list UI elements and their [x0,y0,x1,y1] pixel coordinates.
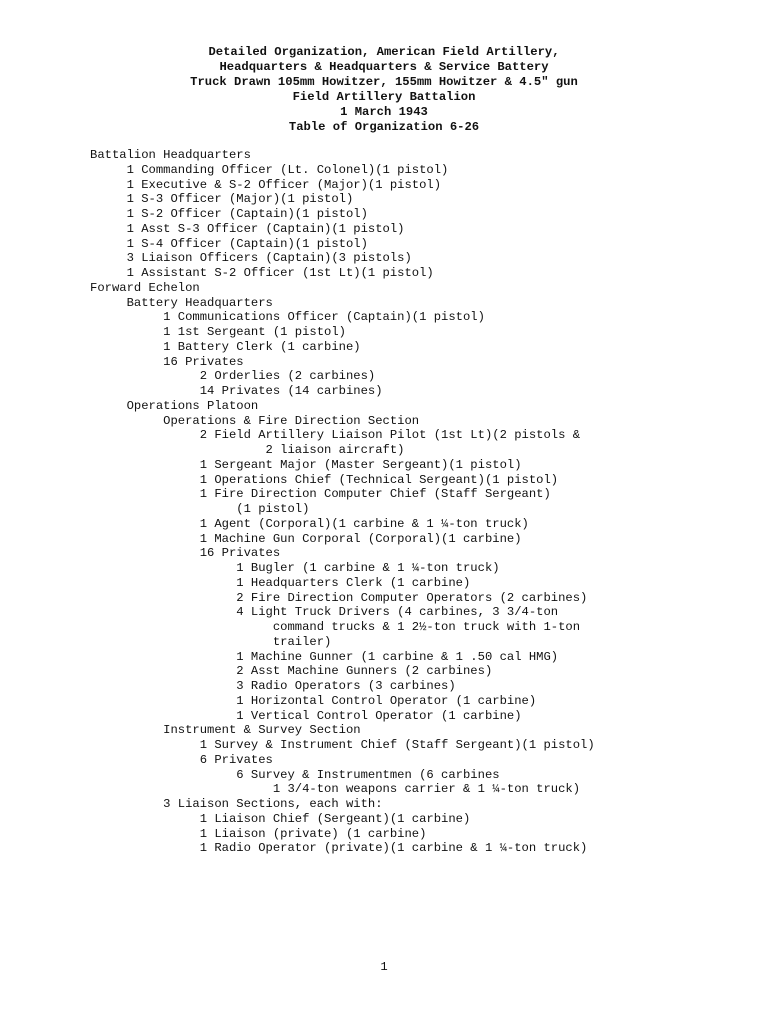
list-item: 1 Agent (Corporal)(1 carbine & 1 ¼-ton truck) [90,516,529,531]
list-item: 2 Asst Machine Gunners (2 carbines) [90,664,493,679]
list-item: 1 Machine Gunner (1 carbine & 1 .50 cal HMG) [90,649,559,664]
list-item: 1 Liaison (private) (1 carbine) [90,826,427,841]
list-item-continuation: (1 pistol) [90,502,310,516]
subsection-heading: Operations Platoon [90,398,259,413]
list-item: 3 Radio Operators (3 carbines) [90,679,456,693]
list-item-continuation: 2 liaison aircraft) [90,443,405,457]
section-heading: Battalion Headquarters [90,148,251,162]
list-item: 3 Liaison Officers (Captain)(3 pistols) [90,251,412,266]
list-item: 2 Fire Direction Computer Operators (2 carbines) [90,590,588,605]
list-item: 1 Machine Gun Corporal (Corporal)(1 carbine) [90,531,522,546]
list-item: 1 Bugler (1 carbine & 1 ¼-ton truck) [90,561,500,575]
list-item: 1 Sergeant Major (Master Sergeant)(1 pistol) [90,457,522,472]
title-line-2: Headquarters & Headquarters & Service Battery [219,60,549,74]
list-item-continuation: trailer) [90,634,332,649]
list-item: 1 Fire Direction Computer Chief (Staff Sergeant) [90,487,551,502]
subsection-heading: Battery Headquarters [90,295,273,310]
organization-listing [90,148,595,856]
list-item: 1 Battery Clerk (1 carbine) [90,339,361,354]
section-heading: Forward Echelon [90,280,200,295]
list-item-continuation: command trucks & 1 2½-ton truck with 1-ton [90,620,581,634]
title-line-4: Field Artillery Battalion [292,90,476,104]
list-item: 2 Field Artillery Liaison Pilot (1st Lt)(2 pistols & [90,428,581,443]
list-item: 1 Survey & Instrument Chief (Staff Sergeant)(1 pistol) [90,738,595,752]
list-item-continuation: 1 3/4-ton weapons carrier & 1 ¼-ton truck) [90,782,581,797]
list-item: 1 S-3 Officer (Major)(1 pistol) [90,192,354,207]
document-title [0,45,768,135]
title-line-1: Detailed Organization, American Field Artillery, [208,45,560,59]
list-item: 6 Privates [90,752,273,767]
list-item: 1 S-2 Officer (Captain)(1 pistol) [90,207,368,221]
list-item: 1 Liaison Chief (Sergeant)(1 carbine) [90,811,471,826]
subsection-heading: 3 Liaison Sections, each with: [90,797,383,811]
subsection-heading: Operations & Fire Direction Section [90,413,420,428]
list-item: 16 Privates [90,546,281,561]
page-number: 1 [380,960,388,974]
list-item: 1 Vertical Control Operator (1 carbine) [90,708,522,723]
list-item: 6 Survey & Instrumentmen (6 carbines [90,767,500,782]
list-item: 1 Headquarters Clerk (1 carbine) [90,575,471,590]
list-item: 16 Privates [90,354,244,369]
list-item: 1 Commanding Officer (Lt. Colonel)(1 pistol) [90,162,449,177]
title-date: 1 March 1943 [340,105,428,119]
list-item: 1 S-4 Officer (Captain)(1 pistol) [90,236,368,251]
list-item: 2 Orderlies (2 carbines) [90,369,376,384]
list-item: 1 Operations Chief (Technical Sergeant)(1 pistol) [90,472,559,487]
list-item: 4 Light Truck Drivers (4 carbines, 3 3/4-ton [90,605,559,620]
list-item: 1 Executive & S-2 Officer (Major)(1 pistol) [90,177,442,192]
title-table-of-organization: Table of Organization 6-26 [288,120,480,134]
list-item: 1 Horizontal Control Operator (1 carbine) [90,693,537,708]
list-item: 1 1st Sergeant (1 pistol) [90,325,346,339]
list-item: 1 Asst S-3 Officer (Captain)(1 pistol) [90,221,405,236]
list-item: 1 Radio Operator (private)(1 carbine & 1 ¼-ton truck) [90,841,588,856]
list-item: 14 Privates (14 carbines) [90,384,383,398]
title-line-3: Truck Drawn 105mm Howitzer, 155mm Howitzer & 4.5" gun [190,75,578,89]
list-item: 1 Communications Officer (Captain)(1 pistol) [90,310,485,325]
list-item: 1 Assistant S-2 Officer (1st Lt)(1 pistol) [90,266,434,280]
subsection-heading: Instrument & Survey Section [90,723,361,738]
